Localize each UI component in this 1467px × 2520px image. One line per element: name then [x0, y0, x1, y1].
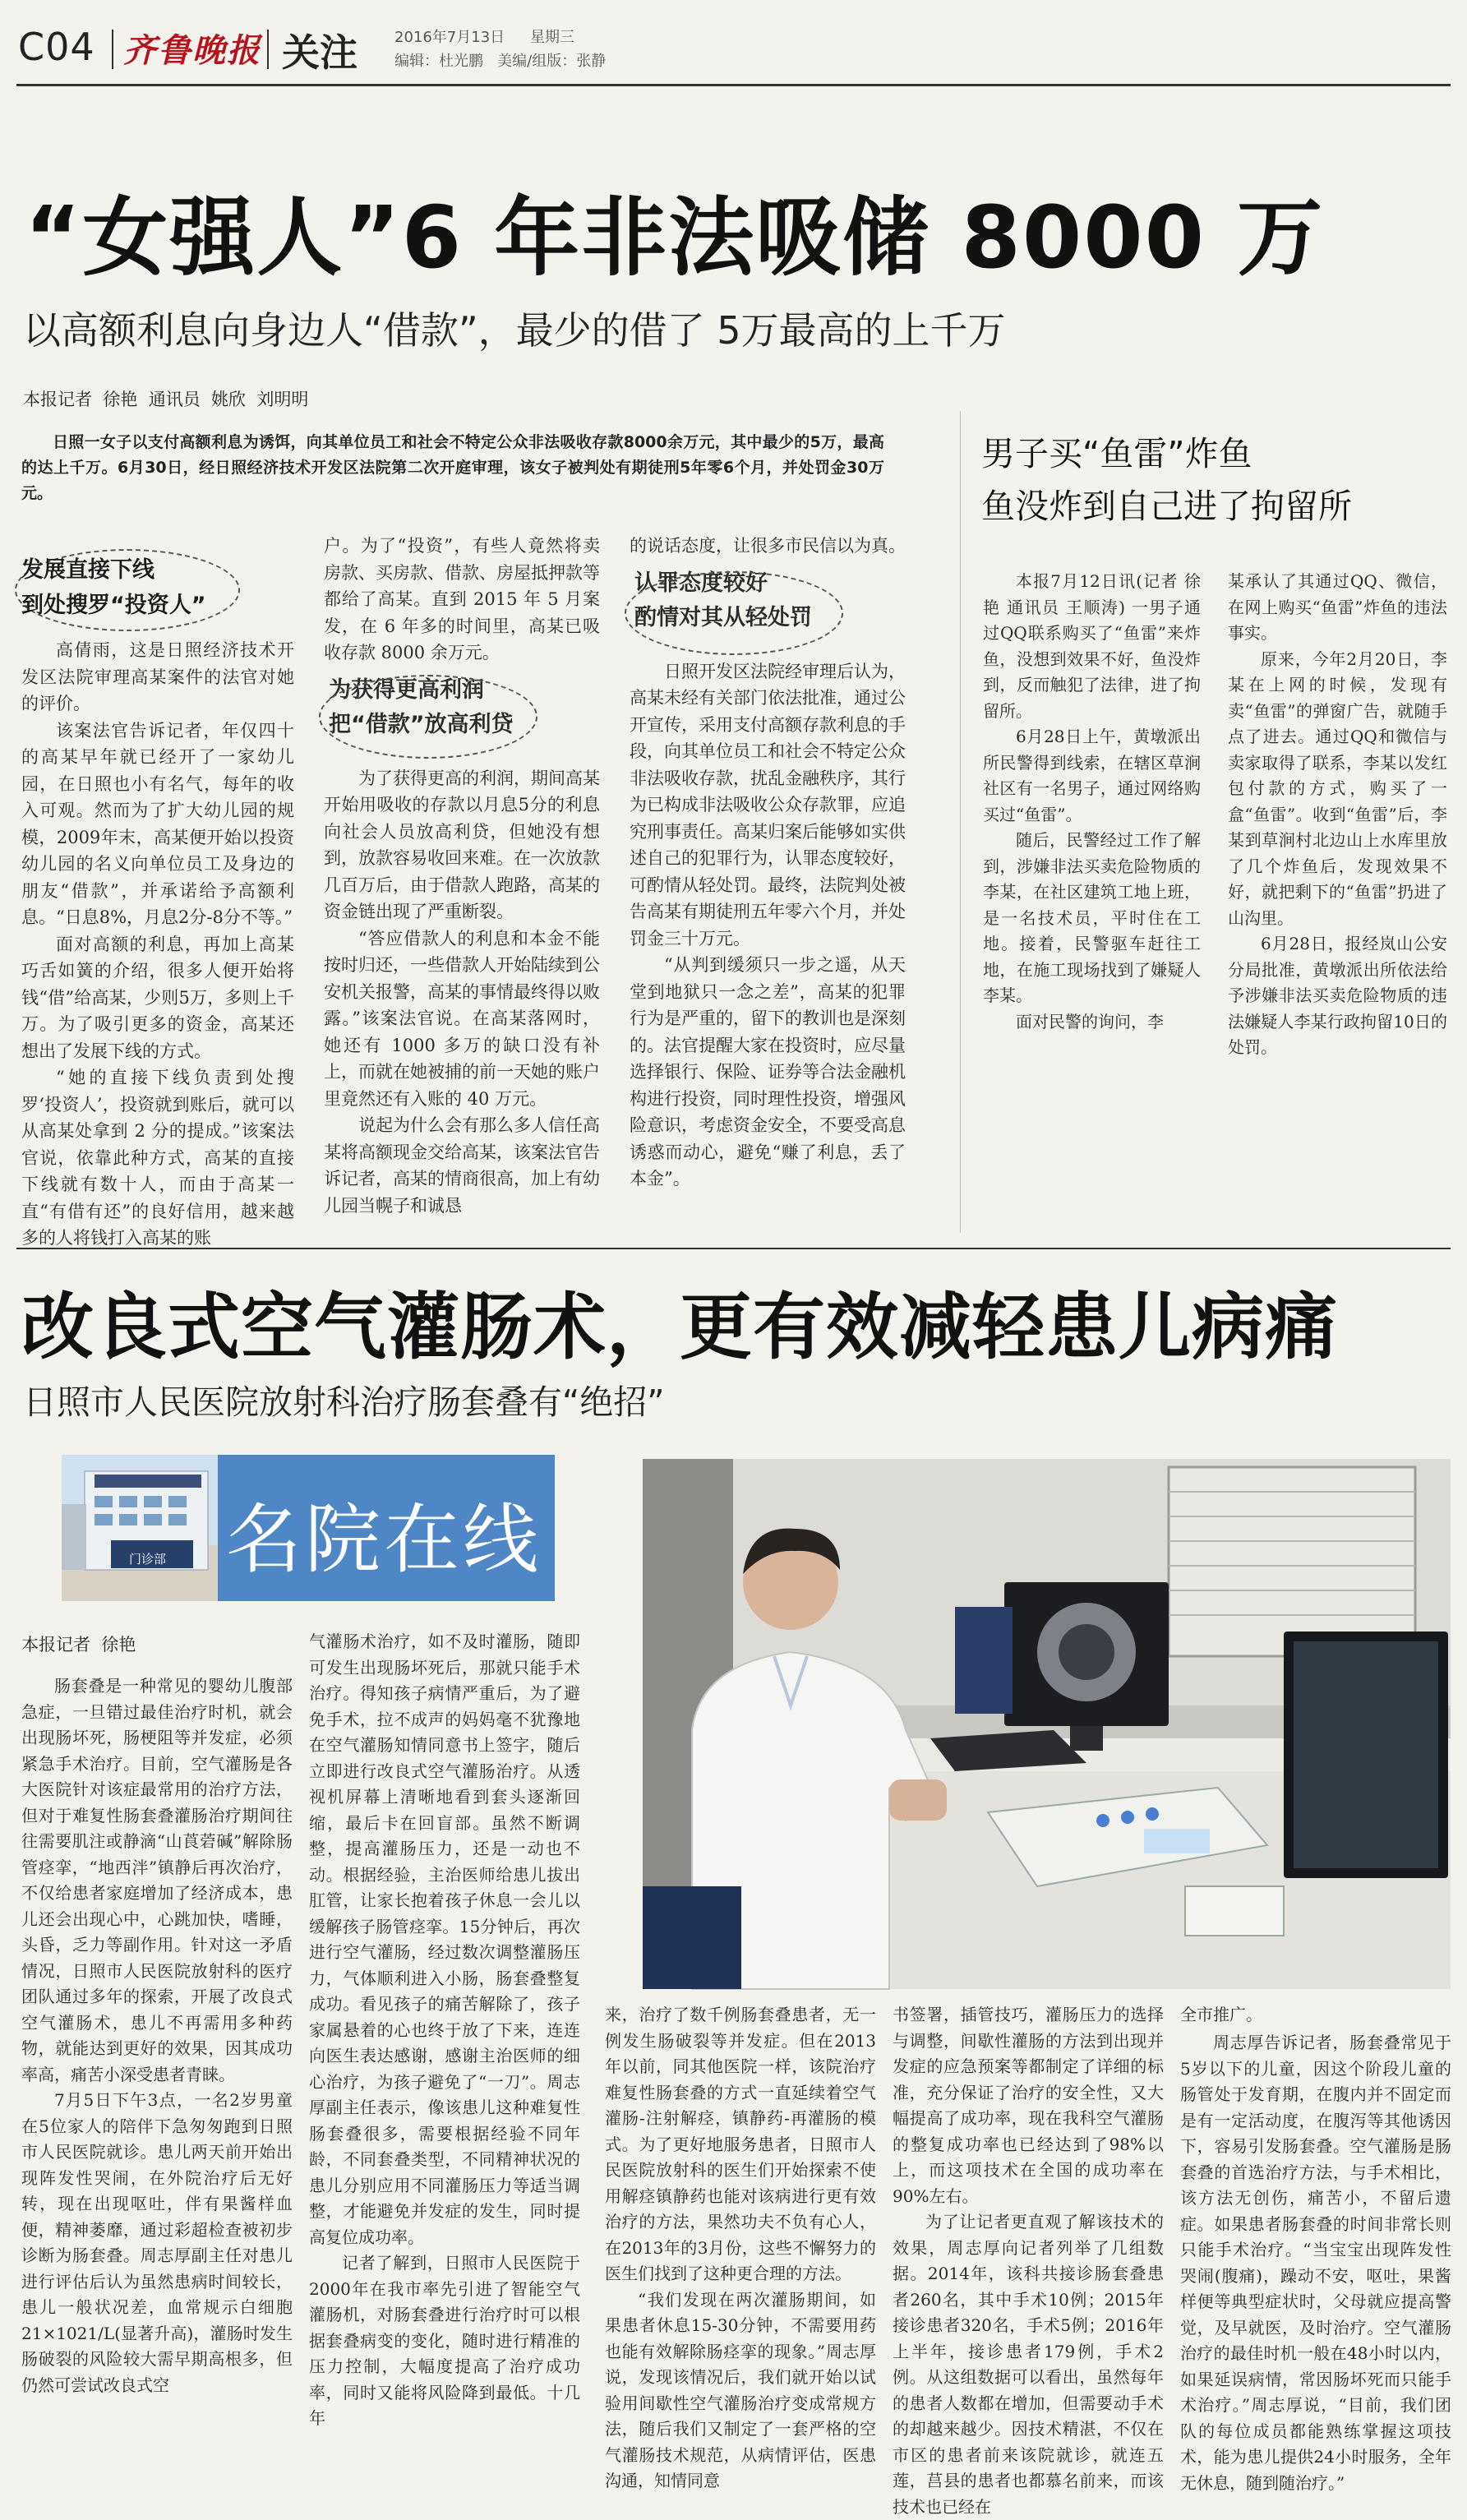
story1-subhead-b-wrap: [324, 673, 600, 765]
story1-subhead-c-line1: 认罪态度较好: [634, 570, 768, 596]
story2-col2-para: 原来，今年2月20日，李某在上网的时候，发现有卖“鱼雷”的弹窗广告，就随手点了进去。通过QQ和微信与卖家取得了联系，李某以发红包付款的方式，购买了一盒“鱼雷”。收到“鱼雷”后，李某到草涧村北边山上水库里放了几个炸鱼后，发现效果不好，就把剩下的“鱼雷”扔进了山沟里。: [1228, 648, 1447, 928]
story1-subhead-b-line1: 为获得更高利润: [329, 676, 484, 703]
story1-subheadline: 以高额利息向身边人“借款”，最少的借了 5万最高的上千万: [23, 308, 1006, 353]
story1-col2-para: 为了获得更高的利润，期间高某开始用吸收的存款以月息5分的利息向社会人员放高利贷，但她没有想到，放款容易收回来难。在一次放款几百万后，由于借款人跑路，高某的资金链出现了严重断裂。: [324, 768, 600, 921]
story3-byline: 本报记者 徐艳: [21, 1635, 136, 1655]
story3-subheadline: 日照市人民医院放射科治疗肠套叠有“绝招”: [23, 1382, 665, 1422]
story3-col1-para: 7月5日下午3点，一名2岁男童在5位家人的陪伴下急匆匆跑到日照市人民医院就诊。患儿两天前开始出现阵发性哭闹，在外院治疗后无好转，现在出现呕吐，伴有果酱样血便，精神萎靡，通过彩超检查被初步诊断为肠套叠。周志厚副主任对患儿进行评估后认为虽然患病时间较长，患儿一般状况差，血常规示白细胞21×1021/L(显著升高)，灌肠时发生肠破裂的风险较大需早期高根多，但仍然可尝试改良式空: [21, 2090, 293, 2395]
story2-col1: [983, 569, 1201, 1218]
story1-byline: 本报记者 徐艳 通讯员 姚欣 刘明明: [23, 390, 309, 409]
story1-subhead-c-line2: 酌情对其从轻处罚: [634, 604, 812, 630]
story2-col2-para: 某承认了其通过QQ、微信，在网上购买“鱼雷”炸鱼的违法事实。: [1228, 571, 1447, 643]
story3-col3-para: 来，治疗了数千例肠套叠患者，无一例发生肠破裂等并发症。但在2013年以前，同其他医院一样，该院治疗难复性肠套叠的方式一直延续着空气灌肠-注射解痉，镇静药-再灌肠的模式。为了更好地服务患者，日照市人民医院放射科的医生们开始探索不使用解痉镇静药也能对该病进行更有效治疗的方法，果然功夫不负有心人，在2013年的3月份，这些不懈努力的医生们找到了这种更合理的方法。: [605, 2005, 876, 2283]
story2-left-rule: [960, 411, 961, 1233]
page-number: C04: [18, 25, 95, 69]
story3-col6-para: 周志厚告诉记者，肠套叠常见于5岁以下的儿童，因这个阶段儿童的肠管处于发育期，在腹内并不固定而是有一定活动度，在腹泻等其他诱因下，容易引发肠套叠。空气灌肠是肠套叠的首选治疗方法，与手术相比，该方法无创伤，痛苦小，不留后遗症。如果患者肠套叠的时间非常长则只能手术治疗。“当宝宝出现阵发性哭闹(腹痛)，躁动不安，呕吐，果酱样便等典型症状时，父母就应提高警觉，及早就医，及时治疗。空气灌肠治疗的最佳时机一般在48小时以内，如果延误病情，常因肠坏死而只能手术治疗。”周志厚说，“目前，我们团队的每位成员都能熟练掌握这项技术，能为患儿提供24小时服务，全年无休息，随到随治疗。”: [1180, 2033, 1451, 2493]
masthead-divider-2: [267, 30, 269, 69]
story2-col1-para: 随后，民警经过工作了解到，涉嫌非法买卖危险物质的李某，在社区建筑工地上班，是一名技术员，平时住在工地。接着，民警驱车赶往工地，在施工现场找到了嫌疑人李某。: [983, 830, 1201, 1005]
story3-col4: [893, 2002, 1164, 2517]
story1-subhead-a: [21, 552, 206, 623]
story1-col1-para: 面对高额的利息，再加上高某巧舌如簧的介绍，很多人便开始将钱“借”给高某，少则5万，多则上千万。为了吸引更多的资金，高某还想出了发展下线的方式。: [21, 934, 294, 1061]
story3-col5-para: 全市推广。: [1180, 2005, 1262, 2024]
story3-headline: 改良式空气灌肠术，更有效减轻患儿病痛: [21, 1285, 1339, 1369]
issue-date: 2016年7月13日: [394, 29, 505, 46]
story1-subhead-b-line2: 把“借款”放高利贷: [329, 711, 514, 737]
story2-headline-line2: 鱼没炸到自己进了拘留所: [981, 487, 1352, 526]
issue-weekday: 星期三: [530, 29, 574, 46]
story2-col2: [1228, 569, 1447, 1218]
doctor-photo: [643, 1459, 1451, 1989]
hospital-banner: [62, 1455, 555, 1601]
story3-col1: [21, 1673, 293, 2508]
editor-credits: 编辑：杜光鹏 美编/组版：张静: [394, 53, 607, 70]
story3-col4-para: 为了让记者更直观了解该技术的效果，周志厚向记者列举了几组数据。2014年，该科共接诊肠套叠患者260名，其中手术10例；2015年接诊患者320名，手术5例；2016年上半年，接诊患者179例，手术2例。从这组数据可以看出，虽然每年的患者人数都在增加，但需要动手术的却越来越少。因技术精湛，不仅在市区的患者前来该院就诊，就连五莲，莒县的患者也都慕名前来，而该技术也已经在: [893, 2212, 1164, 2517]
story1-lead: 日照一女子以支付高额利息为诱饵，向其单位员工和社会不特定公众非法吸收存款8000余万元，其中最少的5万，最高的达上千万。6月30日，经日照经济技术开发区法院第二次开庭审理，该女子被判处有期徒刑5年零6个月，并处罚金30万元。: [21, 433, 884, 502]
story1-col1-para: 高倩雨，这是日照经济技术开发区法院审理高某案件的法官对她的评价。: [21, 640, 294, 713]
story2-col1-para: 本报7月12日讯(记者 徐艳 通讯员 王顺涛) 一男子通过QQ联系购买了“鱼雷”来炸鱼，没想到效果不好，鱼没炸到，反而触犯了法律，进了拘留所。: [983, 571, 1201, 721]
story1-col2: [324, 533, 600, 1216]
hospital-building-image: [62, 1455, 218, 1601]
story3-col2-para: 记者了解到，日照市人民医院于2000年在我市率先引进了智能空气灌肠机，对肠套叠进行治疗时可以根据套叠病变的变化，随时进行精准的压力控制，大幅度提高了治疗成功率，同时又能将风险降到最低。十几年: [309, 2253, 580, 2428]
story3-col3: [605, 2002, 876, 2508]
story1-col3-para: “从判到缓须只一步之遥，从天堂到地狱只一念之差”，高某的犯罪行为是严重的，留下的教训也是深刻的。法官提醒大家在投资时，应尽量选择银行、保险、证券等合法金融机构进行投资，同时理性投资，增强风险意识，考虑资金安全，不要受高息诱惑而动心，避免“赚了利息，丢了本金”。: [630, 955, 906, 1188]
story3-col4-para: 书签署，插管技巧，灌肠压力的选择与调整，间歇性灌肠的方法到出现并发症的应急预案等都制定了详细的标准，充分保证了治疗的安全性，又大幅提高了成功率，现在我科空气灌肠的整复成功率也已经达到了98%以上，而这项技术在全国的成功率在90%左右。: [893, 2005, 1164, 2206]
story1-col1-para: “她的直接下线负责到处搜罗‘投资人’，投资就到账后，就可以从高某处拿到 2 分的提成。”该案法官说，依靠此种方式，高某的直接下线就有数十人，而由于高某一直“有借有还”的良好信用，越来越多的人将钱打入高某的账: [21, 1068, 294, 1248]
masthead-rule: [16, 84, 1451, 86]
story2-col1-para: 6月28日上午，黄墩派出所民警得到线索，在辖区草涧社区有一名男子，通过网络购买过“鱼雷”。: [983, 727, 1201, 824]
story3-col1-para: 肠套叠是一种常见的婴幼儿腹部急症，一旦错过最佳治疗时机，就会出现肠坏死，肠梗阻等并发症，必须紧急手术治疗。目前，空气灌肠是各大医院针对该症最常用的治疗方法，但对于难复性肠套叠灌肠治疗期间往往需要肌注或静滴“山莨菪碱”解除肠管痉挛，“地西泮”镇静后再次治疗，不仅给患者家庭增加了经济成本，患儿还会出现心中，心跳加快，嗜睡，头昏，乏力等副作用。针对这一矛盾情况，日照市人民医院放射科的医疗团队通过多年的探索，开展了改良式空气灌肠术，患儿不再需用多种药物，就能达到更好的效果，因其成功率高，痛苦小深受患者青睐。: [21, 1676, 293, 2084]
story1-col1-para: 该案法官告诉记者，年仅四十的高某早年就已经开了一家幼儿园，在日照也小有名气，每年的收入可观。然而为了扩大幼儿园的规模，2009年末，高某便开始以投资幼儿园的名义向单位员工及身边的朋友“借款”，并承诺给予高额利息。“日息8%，月息2分-8分不等。”: [21, 720, 294, 927]
story1-subhead-a-line1: 发展直接下线: [21, 557, 155, 583]
story3-col6: [1180, 2030, 1451, 2508]
story1-col3: [630, 533, 906, 1216]
story1-col1: [21, 637, 294, 1248]
story1-subhead-oval-b: [319, 675, 537, 759]
story2-col1-para: 面对民警的询问，李: [1016, 1011, 1164, 1032]
story1-col2-para: 户。为了“投资”，有些人竟然将卖房款、买房款、借款、房屋抵押款等都给了高某。直到 2015 年 5 月案发，在 6 年多的时间里，高某已吸收存款 8000 余万元。: [324, 536, 600, 662]
story1-headline: “女强人”6 年非法吸储 8000 万: [25, 187, 1325, 288]
story3-col3-para: “我们发现在两次灌肠期间，如果患者休息15-30分钟，不需要用药也能有效解除肠痉挛的现象。”周志厚说，发现该情况后，我们就开始以试验用间歇性空气灌肠治疗变成常规方法，随后我们又制定了一套严格的空气灌肠技术规范，从病情评估，医患沟通，知情同意: [605, 2289, 876, 2490]
section-rule: [16, 1248, 1451, 1249]
story2-headline: [981, 427, 1352, 533]
hospital-sign: 门诊部: [129, 1552, 167, 1567]
masthead-divider: [112, 30, 113, 69]
banner-title: 名院在线: [226, 1496, 542, 1584]
story3-col2: [309, 1629, 580, 2508]
story2-headline-line1: 男子买“鱼雷”炸鱼: [981, 434, 1252, 473]
story3-col2-para: 气灌肠术治疗，如不及时灌肠，随即可发生出现肠坏死后，那就只能手术治疗。得知孩子病情严重后，为了避免手术，拉不成声的妈妈毫不犹豫地在空气灌肠知情同意书上签字，随后立即进行改良式空气灌肠治疗。从透视机屏幕上清晰地看到套头逐渐回缩，最后卡在回盲部。虽然不断调整，提高灌肠压力，还是一动也不动。根据经验，主治医师给患儿拔出肛管，让家长抱着孩子休息一会儿以缓解孩子肠管痉挛。15分钟后，再次进行空气灌肠，经过数次调整灌肠压力，气体顺利进入小肠，肠套叠整复成功。看见孩子的痛苦解除了，孩子家属悬着的心也终于放了下来，连连向医生表达感谢，感谢主治医师的细心治疗，为孩子避免了“一刀”。周志厚副主任表示，像该患儿这种难复性肠套叠很多，需要根据经验不同年龄，不同套叠类型，不同精神状况的患儿分别应用不同灌肠压力等适当调整，才能避免并发症的发生，同时提高复位成功率。: [309, 1632, 580, 2247]
story1-col3-para: 日照开发区法院经审理后认为，高某未经有关部门依法批准，通过公开宣传，采用支付高额存款利息的手段，向其单位员工和社会不特定公众非法吸收存款，扰乱金融秩序，其行为已构成非法吸收公众存款罪，应追究刑事责任。高某归案后能够如实供述自己的犯罪行为，认罪态度较好，可酌情从轻处罚。最终，法院判处被告高某有期徒刑五年零六个月，并处罚金三十万元。: [630, 661, 906, 948]
paper-logo: 齐鲁晚报: [123, 31, 261, 70]
story1-subhead-oval-c: [625, 571, 843, 655]
section-title: 关注: [282, 30, 358, 75]
story2-col2-para: 6月28日，报经岚山公安分局批准，黄墩派出所依法给予涉嫌非法买卖危险物质的违法嫌疑人李某行政拘留10日的处罚。: [1228, 934, 1447, 1057]
story1-subhead-a-line2: 到处搜罗“投资人”: [21, 593, 206, 618]
story1-col2-para: “答应借款人的利息和本金不能按时归还，一些借款人开始陆续到公安机关报警，高某的事情最终得以败露。”该案法官说。在高某落网时，她还有 1000 多万的缺口没有补上，而就在她被捕的前一天她的账户里竟然还有入账的 40 万元。: [324, 928, 600, 1109]
story1-col2-para: 说起为什么会有那么多人信任高某将高额现金交给高某，该案法官告诉记者，高某的情商很高，加上有幼儿园当幌子和诚恳: [324, 1115, 600, 1216]
story1-col3-para: 的说话态度，让很多市民信以为真。: [630, 536, 906, 556]
story1-subhead-c-wrap: [630, 566, 906, 658]
